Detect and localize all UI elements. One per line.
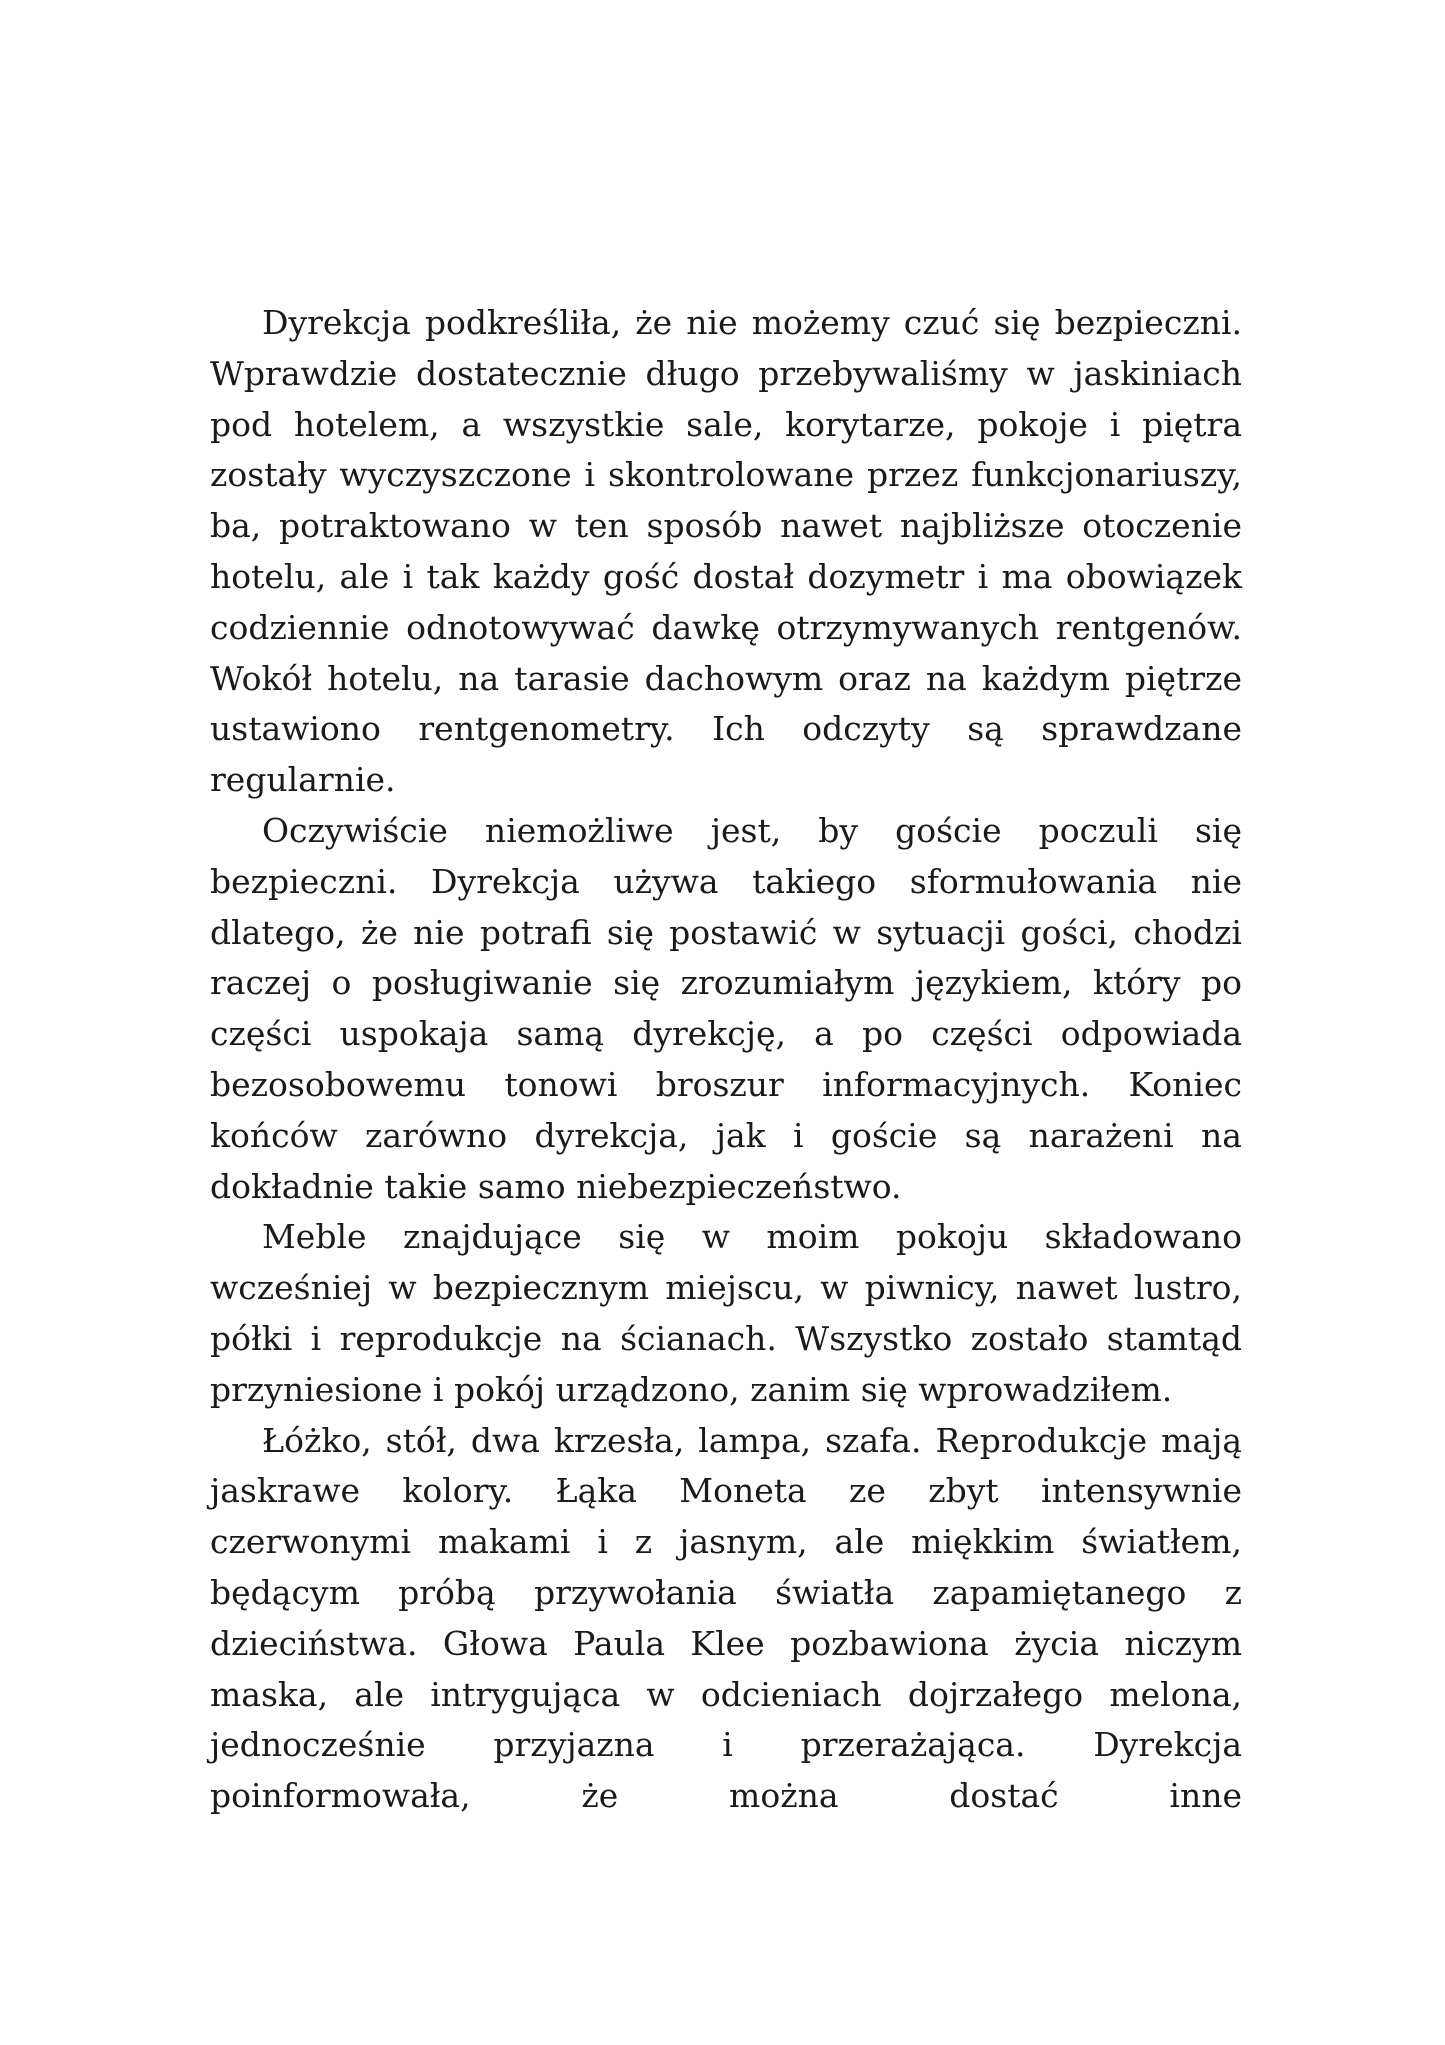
paragraph-2: Oczywiście niemożliwe jest, by goście poczuli się bezpieczni. Dyrekcja używa takiego sformułowania nie dlatego, że nie potrafi się postawić w sytuacji gości, chodzi raczej o posługiwanie się zrozumiałym językiem, który po części uspokaja samą dyrekcję, a po części odpowiada bezosobowemu tonowi broszur informacyjnych. Koniec końców zarówno dyrekcja, jak i goście są narażeni na dokładnie takie samo niebezpieczeństwo. xyxy=(210,810,1242,1206)
paragraph-4: Łóżko, stół, dwa krzesła, lampa, szafa. Reprodukcje mają jaskrawe kolory. Łąka Moneta ze zbyt intensywnie czerwonymi makami i z jasnym, ale miękkim światłem, będącym próbą przywołania światła zapamiętanego z dzieciństwa. Głowa Paula Klee pozbawiona życia niczym maska, ale intrygująca w odcieniach dojrzałego melona, jednocześnie przyjazna i przerażająca. Dyrekcja poinformowała, że można dostać inne xyxy=(210,1420,1242,1816)
paragraph-1: Dyrekcja podkreśliła, że nie możemy czuć się bezpieczni. Wprawdzie dostatecznie długo przebywaliśmy w jaskiniach pod hotelem, a wszystkie sale, korytarze, pokoje i piętra zostały wyczyszczone i skontrolowane przez funkcjonariuszy, ba, potraktowano w ten sposób nawet najbliższe otoczenie hotelu, ale i tak każdy gość dostał dozymetr i ma obowiązek codziennie odnotowywać dawkę otrzymywanych rentgenów. Wokół hotelu, na tarasie dachowym oraz na każdym piętrze ustawiono rentgenometry. Ich odczyty są sprawdzane regularnie. xyxy=(210,303,1242,800)
paragraph-3: Meble znajdujące się w moim pokoju składowano wcześniej w bezpiecznym miejscu, w piwnicy, nawet lustro, półki i reprodukcje na ścianach. Wszystko zostało stamtąd przyniesione i pokój urządzono, zanim się wprowadziłem. xyxy=(210,1217,1242,1409)
body-text xyxy=(210,298,1242,1822)
